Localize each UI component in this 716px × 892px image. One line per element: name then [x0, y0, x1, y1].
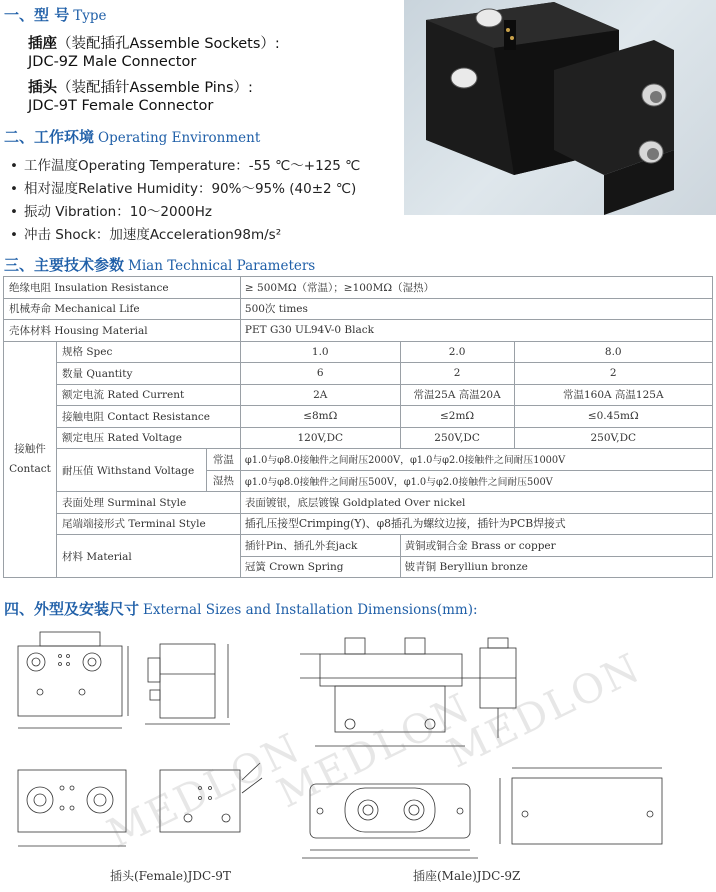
- material-part: 插针Pin、插孔外套jack: [240, 535, 400, 557]
- env-item: • 振动 Vibration：10～2000Hz: [10, 204, 213, 220]
- dimension-drawings: [0, 618, 716, 888]
- table-row: [4, 427, 713, 449]
- socket-note: （装配插孔Assemble Sockets）:: [57, 36, 280, 52]
- type-title-en: Type: [73, 8, 107, 24]
- withstand-normal-label: 常温: [206, 449, 240, 471]
- material-label: 材料 Material: [56, 535, 240, 578]
- voltage-value: 250V,DC: [514, 427, 712, 449]
- life-value: 500次 times: [240, 298, 712, 320]
- contact-label-cn: 接触件: [14, 443, 46, 456]
- material-value: 铍青铜 Berylliun bronze: [400, 556, 712, 578]
- env-item-vibration: 振动 Vibration：10～2000Hz: [24, 204, 213, 220]
- spec-label: 规格 Spec: [56, 341, 240, 363]
- housing-label: 壳体材料 Housing Material: [4, 320, 241, 342]
- withstand-humid-label: 湿热: [206, 470, 240, 492]
- table-row: [4, 492, 713, 514]
- material-part: 冠簧 Crown Spring: [240, 556, 400, 578]
- table-row: [4, 298, 713, 320]
- table-row: [4, 513, 713, 535]
- env-title-en: Operating Environment: [98, 130, 261, 146]
- env-item-humidity: 相对湿度Relative Humidity：90%～95% (40±2 ℃): [24, 181, 357, 197]
- table-row: [4, 363, 713, 385]
- type-title-cn: 一、型 号: [4, 6, 70, 24]
- watermark-left: MEDLON: [100, 724, 309, 858]
- env-title-cn: 二、工作环境: [4, 128, 95, 146]
- env-item-shock: 冲击 Shock：加速度Acceleration98m/s²: [24, 227, 282, 243]
- qty-value: 2: [400, 363, 514, 385]
- socket-model: JDC-9Z Male Connector: [28, 54, 197, 70]
- surface-label: 表面处理 Surminal Style: [56, 492, 240, 514]
- socket-line: [28, 32, 280, 53]
- voltage-value: 120V,DC: [240, 427, 400, 449]
- current-label: 额定电流 Rated Current: [56, 384, 240, 406]
- qty-value: 2: [514, 363, 712, 385]
- parameters-table: [3, 276, 713, 578]
- socket-label: 插座: [28, 36, 57, 52]
- table-row: [4, 535, 713, 557]
- current-value: 常温25A 高温20A: [400, 384, 514, 406]
- params-title-en: Mian Technical Parameters: [128, 258, 316, 274]
- qty-value: 6: [240, 363, 400, 385]
- withstand-label: 耐压值 Withstand Voltage: [56, 449, 206, 492]
- env-item: • 工作温度Operating Temperature：-55 ℃～+125 ℃: [10, 158, 361, 174]
- dims-title-cn: 四、外型及安装尺寸: [4, 600, 140, 618]
- current-value: 常温160A 高温125A: [514, 384, 712, 406]
- env-item-temperature: 工作温度Operating Temperature：-55 ℃～+125 ℃: [24, 158, 361, 174]
- env-item: • 冲击 Shock：加速度Acceleration98m/s²: [10, 227, 282, 243]
- surface-value: 表面镀银，底层镀镍 Goldplated Over nickel: [240, 492, 712, 514]
- pin-model: JDC-9T Female Connector: [28, 98, 214, 114]
- material-value: 黄铜或铜合金 Brass or copper: [400, 535, 712, 557]
- env-item: • 相对湿度Relative Humidity：90%～95% (40±2 ℃): [10, 181, 357, 197]
- table-row: [4, 449, 713, 471]
- housing-value: PET G30 UL94V-0 Black: [240, 320, 712, 342]
- resistance-value: ≤8mΩ: [240, 406, 400, 428]
- withstand-normal-value: φ1.0与φ8.0接触件之间耐压2000V，φ1.0与φ2.0接触件之间耐压1000V: [240, 449, 712, 471]
- current-value: 2A: [240, 384, 400, 406]
- watermark-right: MEDLON: [440, 644, 649, 778]
- params-section-title: [4, 254, 315, 275]
- spec-value: 2.0: [400, 341, 514, 363]
- terminal-label: 尾端端接形式 Terminal Style: [56, 513, 240, 535]
- table-row: [4, 320, 713, 342]
- product-photo: [404, 0, 716, 215]
- withstand-humid-value: φ1.0与φ8.0接触件之间耐压500V，φ1.0与φ2.0接触件之间耐压500V: [240, 470, 712, 492]
- spec-value: 1.0: [240, 341, 400, 363]
- qty-label: 数量 Quantity: [56, 363, 240, 385]
- caption-male: 插座(Male)JDC-9Z: [413, 869, 521, 883]
- voltage-label: 额定电压 Rated Voltage: [56, 427, 240, 449]
- insulation-value: ≥ 500MΩ（常温）；≥100MΩ（湿热）: [240, 277, 712, 299]
- caption-female: 插头(Female)JDC-9T: [110, 869, 231, 883]
- voltage-value: 250V,DC: [400, 427, 514, 449]
- dims-section-title: [4, 598, 478, 619]
- resistance-value: ≤2mΩ: [400, 406, 514, 428]
- dims-title-en: External Sizes and Installation Dimensions(mm):: [143, 602, 478, 618]
- insulation-label: 绝缘电阻 Insulation Resistance: [4, 277, 241, 299]
- table-row: [4, 277, 713, 299]
- watermark-center: MEDLON: [270, 684, 479, 818]
- pin-line: [28, 76, 253, 97]
- terminal-value: 插孔压接型Crimping(Y)、φ8插孔为螺纹边接，插针为PCB焊接式: [240, 513, 712, 535]
- params-title-cn: 三、主要技术参数: [4, 256, 125, 274]
- resistance-label: 接触电阻 Contact Resistance: [56, 406, 240, 428]
- resistance-value: ≤0.45mΩ: [514, 406, 712, 428]
- table-row: [4, 406, 713, 428]
- pin-label: 插头: [28, 80, 57, 96]
- type-section-title: [4, 4, 107, 25]
- contact-label-en: Contact: [9, 463, 51, 476]
- table-row: [4, 341, 713, 363]
- contact-group-label: [4, 341, 57, 578]
- pin-note: （装配插针Assemble Pins）:: [57, 80, 253, 96]
- life-label: 机械寿命 Mechanical Life: [4, 298, 241, 320]
- table-row: [4, 384, 713, 406]
- env-section-title: [4, 126, 260, 147]
- connector-illustration: [404, 0, 716, 215]
- spec-value: 8.0: [514, 341, 712, 363]
